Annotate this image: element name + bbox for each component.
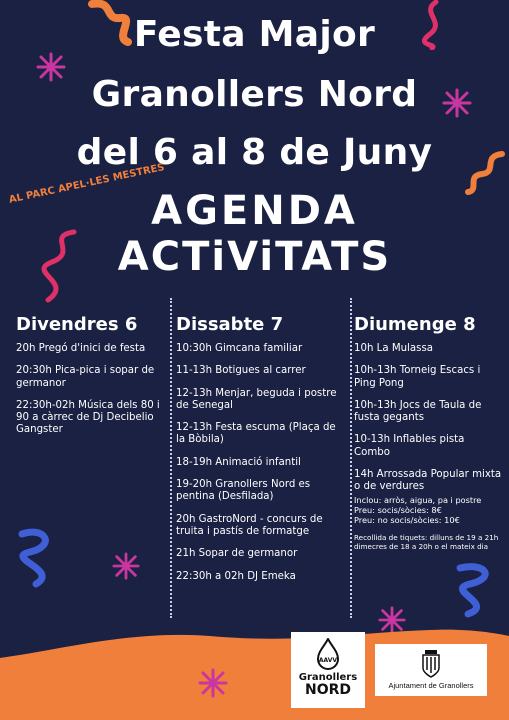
blue-streamer-left xyxy=(16,526,64,590)
aavv-name-line2: NORD xyxy=(304,682,352,698)
day-column-friday xyxy=(16,314,168,447)
tickets-note: Recollida de tiquets: dilluns de 19 a 21h dimecres de 18 a 20h o el mateix dia xyxy=(354,532,499,551)
title-line-1: Festa Major xyxy=(133,14,376,55)
event-item: 22:30h-02h Música dels 80 i 90 a càrrec de Dj Decibelio Gangster xyxy=(16,399,160,436)
event-note: Preu: socis/sòcies: 8€ xyxy=(354,504,442,515)
event-item: 22:30h a 02h DJ Emeka xyxy=(176,570,296,582)
column-divider xyxy=(350,298,352,618)
title-line-3: del 6 al 8 de Juny xyxy=(76,132,433,173)
event-item: 10h-13h Jocs de Taula de fusta gegants xyxy=(354,399,482,424)
star-confetti-icon xyxy=(112,552,140,580)
event-item: 10h La Mulassa xyxy=(354,343,433,354)
ajuntament-logo xyxy=(375,644,487,696)
venue-label: AL PARC APEL·LES MESTRES xyxy=(8,161,166,206)
day-heading: Divendres 6 xyxy=(16,314,138,335)
star-confetti-icon xyxy=(198,668,228,698)
event-note: Inclou: arròs, aigua, pa i postre xyxy=(354,494,482,505)
event-note: Preu: no socis/sòcies: 10€ xyxy=(354,514,460,525)
column-divider xyxy=(170,298,172,618)
aavv-badge-icon xyxy=(315,638,341,670)
event-item: 20h GastroNord - concurs de truita i pastís de formatge xyxy=(176,513,323,537)
city-name: Ajuntament de Granollers xyxy=(388,681,474,690)
agenda-heading: AGENDA xyxy=(151,188,358,234)
event-item: 10h-13h Torneig Escacs i Ping Pong xyxy=(354,365,481,389)
event-item: 20:30h Pica-pica i sopar de germanor xyxy=(16,365,155,389)
activitats-heading: ACTiViTATS xyxy=(117,234,392,280)
city-shield-icon xyxy=(421,650,441,678)
day-column-saturday xyxy=(176,314,346,593)
event-item: 10:30h Gimcana familiar xyxy=(176,343,303,354)
event-item: 18-19h Animació infantil xyxy=(176,456,301,468)
event-item: 19-20h Granollers Nord es pentina (Desfilada) xyxy=(176,479,311,503)
aavv-granollers-nord-logo xyxy=(291,632,365,708)
day-heading: Dissabte 7 xyxy=(176,314,284,335)
event-item: 14h Arrossada Popular mixta o de verdures xyxy=(354,469,502,493)
event-item: 20h Pregó d'inici de festa xyxy=(16,343,146,354)
event-item: 21h Sopar de germanor xyxy=(176,548,298,560)
title-line-2: Granollers Nord xyxy=(91,74,418,115)
event-item: 11-13h Botigues al carrer xyxy=(176,365,306,377)
event-item: 10-13h Inflables pista Combo xyxy=(354,434,465,458)
aavv-name-line1: Granollers xyxy=(298,672,358,683)
aavv-name xyxy=(291,672,365,698)
event-item: 12-13h Festa escuma (Plaça de la Bòbila) xyxy=(176,422,336,446)
aavv-badge-text: AAVV xyxy=(318,657,338,664)
day-heading: Diumenge 8 xyxy=(354,314,476,335)
day-column-sunday xyxy=(354,314,502,551)
event-item: 12-13h Menjar, beguda i postre de Senegal xyxy=(176,387,337,411)
